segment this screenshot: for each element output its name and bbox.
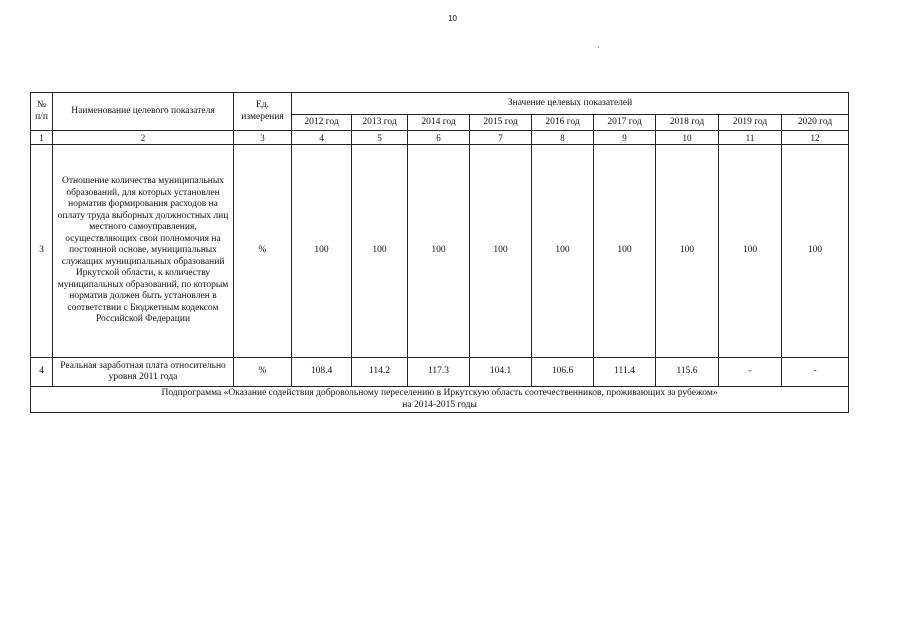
column-number: 10 bbox=[656, 131, 719, 145]
header-year: 2018 год bbox=[656, 115, 719, 131]
column-number: 5 bbox=[352, 131, 408, 145]
unit-cell: % bbox=[234, 358, 292, 387]
subprogram-title-line2: на 2014-2015 годы bbox=[402, 399, 477, 410]
table-row bbox=[31, 358, 849, 387]
header-year: 2019 год bbox=[719, 115, 782, 131]
value-cell: 100 bbox=[352, 145, 408, 358]
value-cell: 100 bbox=[532, 145, 594, 358]
subprogram-title-line1: Подпрограмма «Оказание содействия добровольному переселению в Иркутскую область соотечественников, проживающих за рубежом» bbox=[161, 388, 718, 398]
row-num: 3 bbox=[31, 145, 53, 358]
header-year: 2016 год bbox=[532, 115, 594, 131]
indicator-name: Реальная заработная плата относительно уровня 2011 года bbox=[53, 358, 234, 387]
value-cell: 108.4 bbox=[292, 358, 352, 387]
column-number: 4 bbox=[292, 131, 352, 145]
header-values-group: Значение целевых показателей bbox=[292, 93, 849, 115]
header-year: 2012 год bbox=[292, 115, 352, 131]
value-cell: 115.6 bbox=[656, 358, 719, 387]
table-row bbox=[31, 145, 849, 358]
column-number: 3 bbox=[234, 131, 292, 145]
column-number: 11 bbox=[719, 131, 782, 145]
header-name: Наименование целевого показателя bbox=[53, 93, 234, 131]
value-cell: 104.1 bbox=[470, 358, 532, 387]
value-cell: 100 bbox=[292, 145, 352, 358]
header-year: 2013 год bbox=[352, 115, 408, 131]
value-cell: 117.3 bbox=[408, 358, 470, 387]
column-number: 2 bbox=[53, 131, 234, 145]
row-num: 4 bbox=[31, 358, 53, 387]
header-year: 2014 год bbox=[408, 115, 470, 131]
value-cell: 100 bbox=[656, 145, 719, 358]
value-cell: 106.6 bbox=[532, 358, 594, 387]
column-number: 8 bbox=[532, 131, 594, 145]
column-number: 1 bbox=[31, 131, 53, 145]
value-cell: - bbox=[719, 358, 782, 387]
column-number: 12 bbox=[782, 131, 849, 145]
header-num: № п/п bbox=[31, 93, 53, 131]
value-cell: 100 bbox=[470, 145, 532, 358]
subprogram-row bbox=[31, 387, 849, 413]
header-year: 2015 год bbox=[470, 115, 532, 131]
indicators-table bbox=[30, 92, 849, 413]
value-cell: 100 bbox=[408, 145, 470, 358]
scan-speck bbox=[598, 47, 599, 48]
value-cell: 114.2 bbox=[352, 358, 408, 387]
value-cell: 100 bbox=[719, 145, 782, 358]
page-number: 10 bbox=[448, 14, 457, 23]
value-cell: 100 bbox=[782, 145, 849, 358]
column-number: 9 bbox=[594, 131, 656, 145]
value-cell: 111.4 bbox=[594, 358, 656, 387]
column-number: 7 bbox=[470, 131, 532, 145]
column-number: 6 bbox=[408, 131, 470, 145]
column-numbers-row bbox=[31, 131, 849, 145]
header-year: 2017 год bbox=[594, 115, 656, 131]
unit-cell: % bbox=[234, 145, 292, 358]
indicator-name: Отношение количества муниципальных образований, для которых установлен норматив формирования расходов на оплату труда выборных должностных лиц местного самоуправления, осуществляющих свои полномочия на постоянной основе, муниципальных служащих муниципальных образований Иркутской области, к количеству муниципальных образований, по которым норматив должен быть установлен в соответствии с Бюджетным кодексом Российской Федерации bbox=[53, 145, 234, 358]
header-row bbox=[31, 93, 849, 115]
header-year: 2020 год bbox=[782, 115, 849, 131]
header-unit: Ед. измерения bbox=[234, 93, 292, 131]
value-cell: - bbox=[782, 358, 849, 387]
subprogram-title bbox=[31, 387, 849, 413]
value-cell: 100 bbox=[594, 145, 656, 358]
